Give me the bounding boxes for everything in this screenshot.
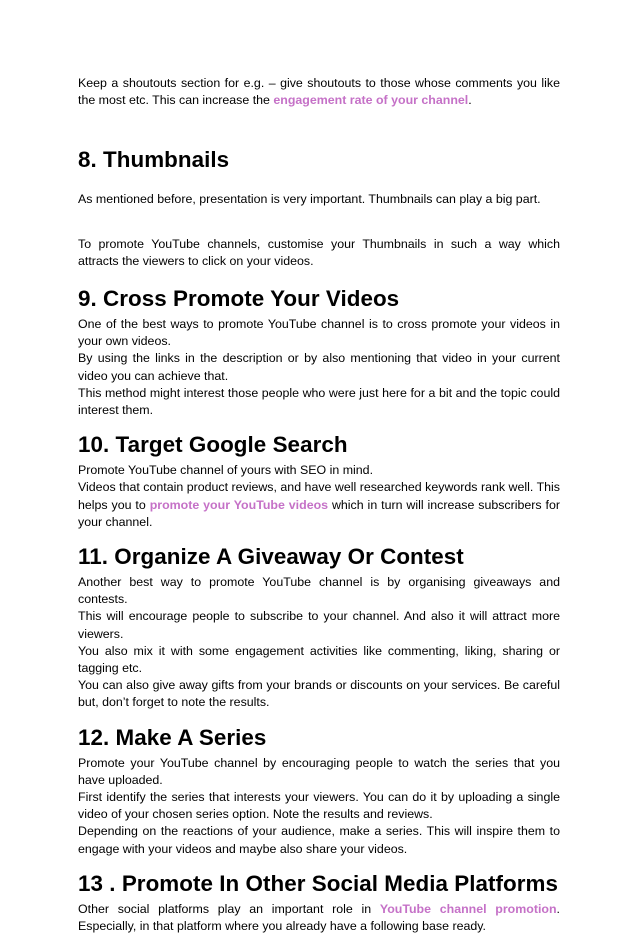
- google-search-text: Videos that contain product reviews, and have well researched keywords rank well. This helps you to: [78, 480, 560, 512]
- thumbnails-paragraph-1: As mentioned before, presentation is very important. Thumbnails can play a big part.: [78, 192, 541, 207]
- social-media-paragraph: [78, 901, 560, 935]
- giveaway-paragraph-2: This will encourage people to subscribe to your channel. And also it will attract more viewers.: [78, 609, 560, 641]
- series-paragraph-2: First identify the series that interests your viewers. You can do it by uploading a single video of your chosen series option. Note the results and reviews.: [78, 790, 560, 822]
- heading-google-search: 10. Target Google Search: [78, 432, 348, 458]
- google-search-paragraph-1: Promote YouTube channel of yours with SEO in mind.: [78, 463, 374, 478]
- cross-promote-paragraph-1: One of the best ways to promote YouTube channel is to cross promote your videos in your own videos.: [78, 317, 560, 349]
- heading-giveaway: 11. Organize A Giveaway Or Contest: [78, 544, 464, 570]
- giveaway-paragraph-3: You also mix it with some engagement activities like commenting, liking, sharing or tagging etc.: [78, 643, 560, 676]
- social-media-text-end: . Especially, in that platform where you already have a following base ready.: [78, 901, 560, 934]
- intro-paragraph: [78, 75, 560, 109]
- social-media-text: Other social platforms play an important role in: [78, 901, 380, 916]
- series-paragraph-3: Depending on the reactions of your audience, make a series. This will inspire them to engage with your videos and maybe also share your videos.: [78, 824, 560, 856]
- heading-cross-promote: 9. Cross Promote Your Videos: [78, 286, 400, 312]
- thumbnails-paragraph-2: To promote YouTube channels, customise your Thumbnails in such a way which attracts the viewers to click on your videos.: [78, 236, 560, 268]
- heading-thumbnails: 8. Thumbnails: [78, 147, 230, 173]
- article-body: [78, 75, 560, 935]
- channel-promotion-link[interactable]: YouTube channel promotion: [379, 901, 557, 916]
- heading-series: 12. Make A Series: [78, 724, 267, 750]
- intro-text-end: .: [468, 93, 472, 108]
- giveaway-paragraph-1: Another best way to promote YouTube channel is by organising giveaways and contests.: [78, 575, 560, 607]
- giveaway-paragraph-4: You can also give away gifts from your brands or discounts on your services. Be careful but, don’t forget to note the results.: [78, 678, 560, 710]
- engagement-rate-link[interactable]: engagement rate of your channel: [273, 93, 469, 108]
- series-paragraph-1: Promote your YouTube channel by encouraging people to watch the series that you have uploaded.: [78, 755, 560, 787]
- heading-social-media: 13 . Promote In Other Social Media Platforms: [78, 870, 558, 896]
- google-search-text-end: which in turn will increase subscribers for your channel.: [78, 497, 560, 529]
- cross-promote-paragraph-2: By using the links in the description or by also mentioning that video in your current video you can achieve that.: [78, 351, 560, 383]
- promote-videos-link[interactable]: promote your YouTube videos: [149, 497, 329, 512]
- google-search-paragraph-2: [78, 479, 560, 531]
- cross-promote-paragraph-3: This method might interest those people who were just here for a bit and the topic could interest them.: [78, 385, 560, 418]
- intro-text: Keep a shoutouts section for e.g. – give shoutouts to those whose comments you like the most etc. This can increase the: [78, 76, 560, 108]
